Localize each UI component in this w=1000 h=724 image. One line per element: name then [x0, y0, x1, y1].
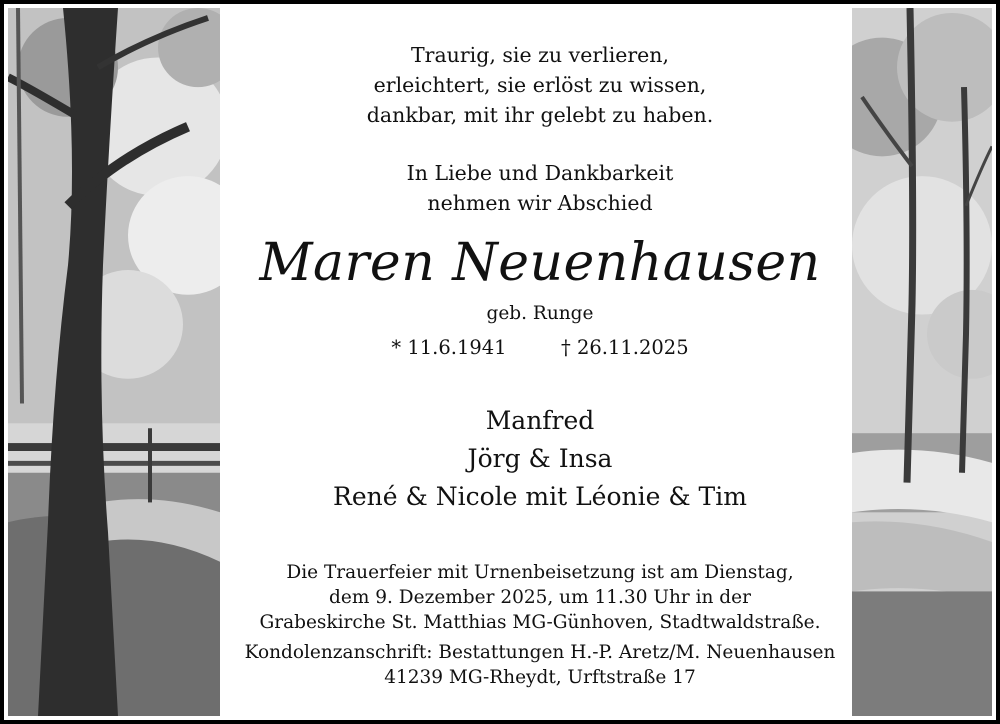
farewell-line: nehmen wir Abschied: [427, 191, 653, 215]
farewell-line: In Liebe und Dankbarkeit: [406, 161, 674, 185]
birth-date: 11.6.1941: [407, 336, 507, 359]
forest-image: [852, 8, 992, 716]
family-line: Jörg & Insa: [467, 444, 613, 473]
text-panel: [222, 4, 858, 720]
verse-line: erleichtert, sie erlöst zu wissen,: [373, 73, 707, 97]
death-date: 26.11.2025: [576, 336, 689, 359]
forest-image: [8, 8, 220, 716]
death-symbol: †: [561, 336, 571, 359]
life-dates: [222, 334, 858, 362]
verse-line: Traurig, sie zu verlieren,: [410, 43, 670, 67]
verse: [222, 40, 858, 130]
service-line: dem 9. Dezember 2025, um 11.30 Uhr in der: [329, 587, 751, 608]
birth-symbol: *: [391, 336, 402, 359]
address-line: 41239 MG-Rheydt, Urftstraße 17: [384, 667, 696, 688]
family-members: [222, 402, 858, 516]
forest-photo-left: [8, 8, 220, 716]
condolence-address: [222, 640, 858, 690]
address-line: Kondolenzanschrift: Bestattungen H.-P. Aretz/M. Neuenhausen: [244, 642, 836, 663]
birth-name: geb. Runge: [486, 303, 594, 324]
verse-line: dankbar, mit ihr gelebt zu haben.: [366, 103, 714, 127]
deceased-name: Maren Neuenhausen: [259, 233, 821, 293]
funeral-service-info: [222, 560, 858, 635]
service-line: Die Trauerfeier mit Urnenbeisetzung ist am Dienstag,: [286, 562, 794, 583]
farewell-text: [222, 158, 858, 218]
service-line: Grabeskirche St. Matthias MG-Günhoven, Stadtwaldstraße.: [259, 612, 821, 633]
forest-photo-right: [852, 8, 992, 716]
family-line: René & Nicole mit Léonie & Tim: [333, 482, 747, 511]
family-line: Manfred: [485, 406, 595, 435]
